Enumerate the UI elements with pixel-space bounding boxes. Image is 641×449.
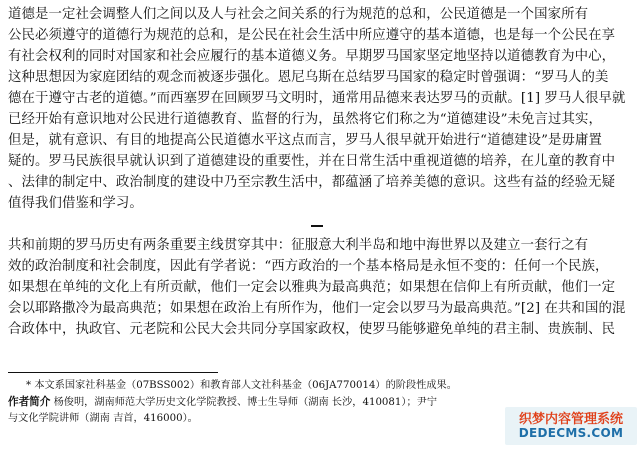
watermark-title: 织梦内容管理系统 bbox=[518, 411, 623, 427]
paragraph-republic bbox=[8, 235, 633, 340]
author-note-continued: 与文化学院讲师（湖南 吉首，416000）。 bbox=[8, 413, 198, 424]
text-line: 会以耶路撒冷为最高典范；如果想在政治上有所作为，他们一定会以罗马为最高典范。”[2] 在共和国的混 bbox=[8, 301, 626, 316]
watermark-url: DEDECMS.COM bbox=[518, 425, 624, 440]
text-line: 疑的。罗马民族很早就认识到了道德建设的重要性，并在日常生活中重视道德的培养，在儿童的教育中 bbox=[8, 154, 616, 169]
paragraph-intro bbox=[8, 4, 633, 214]
text-line: 、法律的制定中、政治制度的建设中乃至宗教生活中，都蕴涵了培养美德的意识。这些有益的经验无疑 bbox=[8, 175, 616, 190]
text-line: 共和前期的罗马历史有两条重要主线贯穿其中：征服意大利半岛和地中海世界以及建立一套行之有 bbox=[8, 238, 589, 253]
author-text: 杨俊明，湖南师范大学历史文化学院教授、博士生导师（湖南 长沙，410081）；尹宁 bbox=[53, 397, 438, 408]
text-line: 道德是一定社会调整人们之间以及人与社会之间关系的行为规范的总和，公民道德是一个国家所有 bbox=[8, 7, 589, 22]
text-line: 如果想在单纯的文化上有所贡献，他们一定会以雅典为最高典范；如果想在信仰上有所贡献，他们一定 bbox=[8, 280, 616, 295]
text-line: 值得我们借鉴和学习。 bbox=[8, 196, 143, 211]
text-line: 已经开始有意识地对公民进行道德教育、监督的行为，虽然将它们称之为“道德建设”未免言过其实， bbox=[8, 112, 602, 127]
text-line: 合政体中，执政官、元老院和公民大会共同分享国家政权，使罗马能够避免单纯的君主制、贵族制、民 bbox=[8, 322, 616, 337]
text-line: 公民必须遵守的道德行为规范的总和，是公民在社会生活中所应遵守的基本道德，也是每一个公民在享 bbox=[8, 28, 616, 43]
text-line: 德在于遵守古老的道德。”而西塞罗在回顾罗马文明时，通常用品德来表达罗马的贡献。[1] 罗马人很早就 bbox=[8, 91, 626, 106]
text-line: 但是，就有意识、有目的地提高公民道德水平这点而言，罗马人很早就开始进行“道德建设”是毋庸置 bbox=[8, 133, 602, 148]
footnote-rule bbox=[8, 372, 218, 373]
text-line: 效的政治制度和社会制度，因此有学者说：“西方政治的一个基本格局是永恒不变的：任何一个民族， bbox=[8, 259, 609, 274]
watermark-logo bbox=[505, 407, 637, 445]
text-line: 这种思想因为家庭团结的观念而被逐步强化。恩尼乌斯在总结罗马国家的稳定时曾强调：“罗马人的美 bbox=[8, 70, 609, 85]
section-divider bbox=[311, 225, 323, 227]
text-line: 有社会权利的同时对国家和社会应履行的基本道德义务。早期罗马国家坚定地坚持以道德教育为中心， bbox=[8, 49, 616, 64]
fund-note: * 本文系国家社科基金（07BSS002）和教育部人文社科基金（06JA770014）的阶段性成果。 bbox=[26, 380, 457, 391]
author-label: 作者简介 bbox=[8, 396, 51, 408]
